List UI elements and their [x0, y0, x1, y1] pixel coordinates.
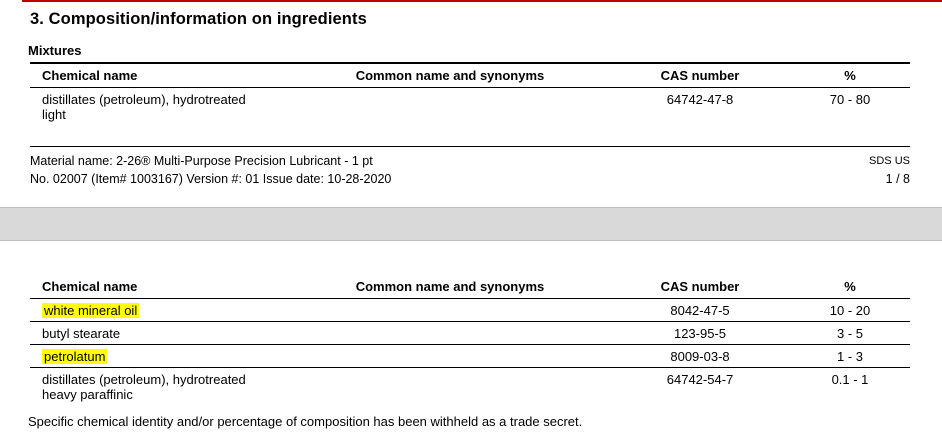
table-row: [30, 345, 910, 367]
chemical-name-line-2: heavy paraffinic: [42, 387, 133, 403]
column-header-chemical-name: Chemical name: [42, 67, 138, 83]
ingredients-table-page1: [30, 62, 910, 125]
footer-material-name: Material name: 2-26® Multi-Purpose Precision Lubricant - 1 pt: [30, 154, 373, 168]
chemical-name-line-1: distillates (petroleum), hydrotreated: [42, 91, 246, 107]
footer-line-material: [30, 152, 910, 170]
page-footer: [30, 152, 910, 188]
column-header-common-name: Common name and synonyms: [355, 279, 545, 294]
cell-chemical-name: [30, 349, 290, 364]
column-header-cas-number: CAS number: [660, 279, 740, 294]
section-top-rule: [22, 0, 942, 2]
page-break-line-bottom: [0, 240, 942, 241]
chemical-name-highlighted: white mineral oil: [44, 303, 138, 319]
cell-cas-number: 64742-47-8: [666, 91, 734, 107]
column-header-chemical-name: Chemical name: [42, 279, 138, 294]
page-title: 3. Composition/information on ingredients: [30, 10, 367, 28]
cell-common-name: [290, 349, 610, 364]
cell-percent: 1 - 3: [836, 349, 863, 365]
cell-common-name: [290, 303, 610, 318]
cell-percent: 70 - 80: [829, 91, 871, 107]
ingredients-table-page2: [30, 275, 910, 405]
cell-chemical-name: [30, 92, 290, 122]
footer-document-info: No. 02007 (Item# 1003167) Version #: 01 Issue date: 10-28-2020: [30, 172, 392, 186]
column-header-percent: %: [844, 279, 856, 294]
table-row: [30, 322, 910, 344]
cell-cas-number: 8042-47-5: [670, 303, 730, 319]
cell-percent: 0.1 - 1: [831, 372, 869, 388]
cell-chemical-name: [30, 372, 290, 402]
footer-rule: [30, 146, 910, 147]
page-break-band: [0, 208, 942, 240]
table-header-row: [30, 64, 910, 87]
cell-common-name: [290, 372, 610, 402]
chemical-name-highlighted: petrolatum: [44, 349, 106, 365]
column-header-common-name: Common name and synonyms: [355, 67, 545, 83]
cell-chemical-name: [30, 303, 290, 318]
footer-page-number: 1 / 8: [885, 172, 910, 186]
column-header-percent: %: [844, 67, 856, 83]
cell-common-name: [290, 326, 610, 341]
chemical-name-line-2: light: [42, 106, 66, 122]
cell-cas-number: 8009-03-8: [670, 349, 730, 365]
chemical-name-line-1: distillates (petroleum), hydrotreated: [42, 372, 246, 388]
cell-cas-number: 123-95-5: [673, 326, 727, 342]
cell-chemical-name: butyl stearate: [42, 326, 121, 342]
column-header-cas-number: CAS number: [660, 67, 740, 83]
mixtures-label: Mixtures: [28, 43, 82, 58]
footer-line-document-info: [30, 170, 910, 188]
cell-cas-number: 64742-54-7: [666, 372, 734, 388]
trade-secret-note: Specific chemical identity and/or percentage of composition has been withheld as a trade secret.: [28, 414, 583, 429]
cell-percent: 10 - 20: [829, 303, 871, 319]
footer-sds-region: SDS US: [869, 155, 910, 167]
table-row: [30, 88, 910, 125]
table-row: [30, 368, 910, 405]
cell-common-name: [290, 92, 610, 122]
cell-percent: 3 - 5: [836, 326, 863, 342]
table-row: [30, 299, 910, 321]
table-header-row: [30, 275, 910, 298]
